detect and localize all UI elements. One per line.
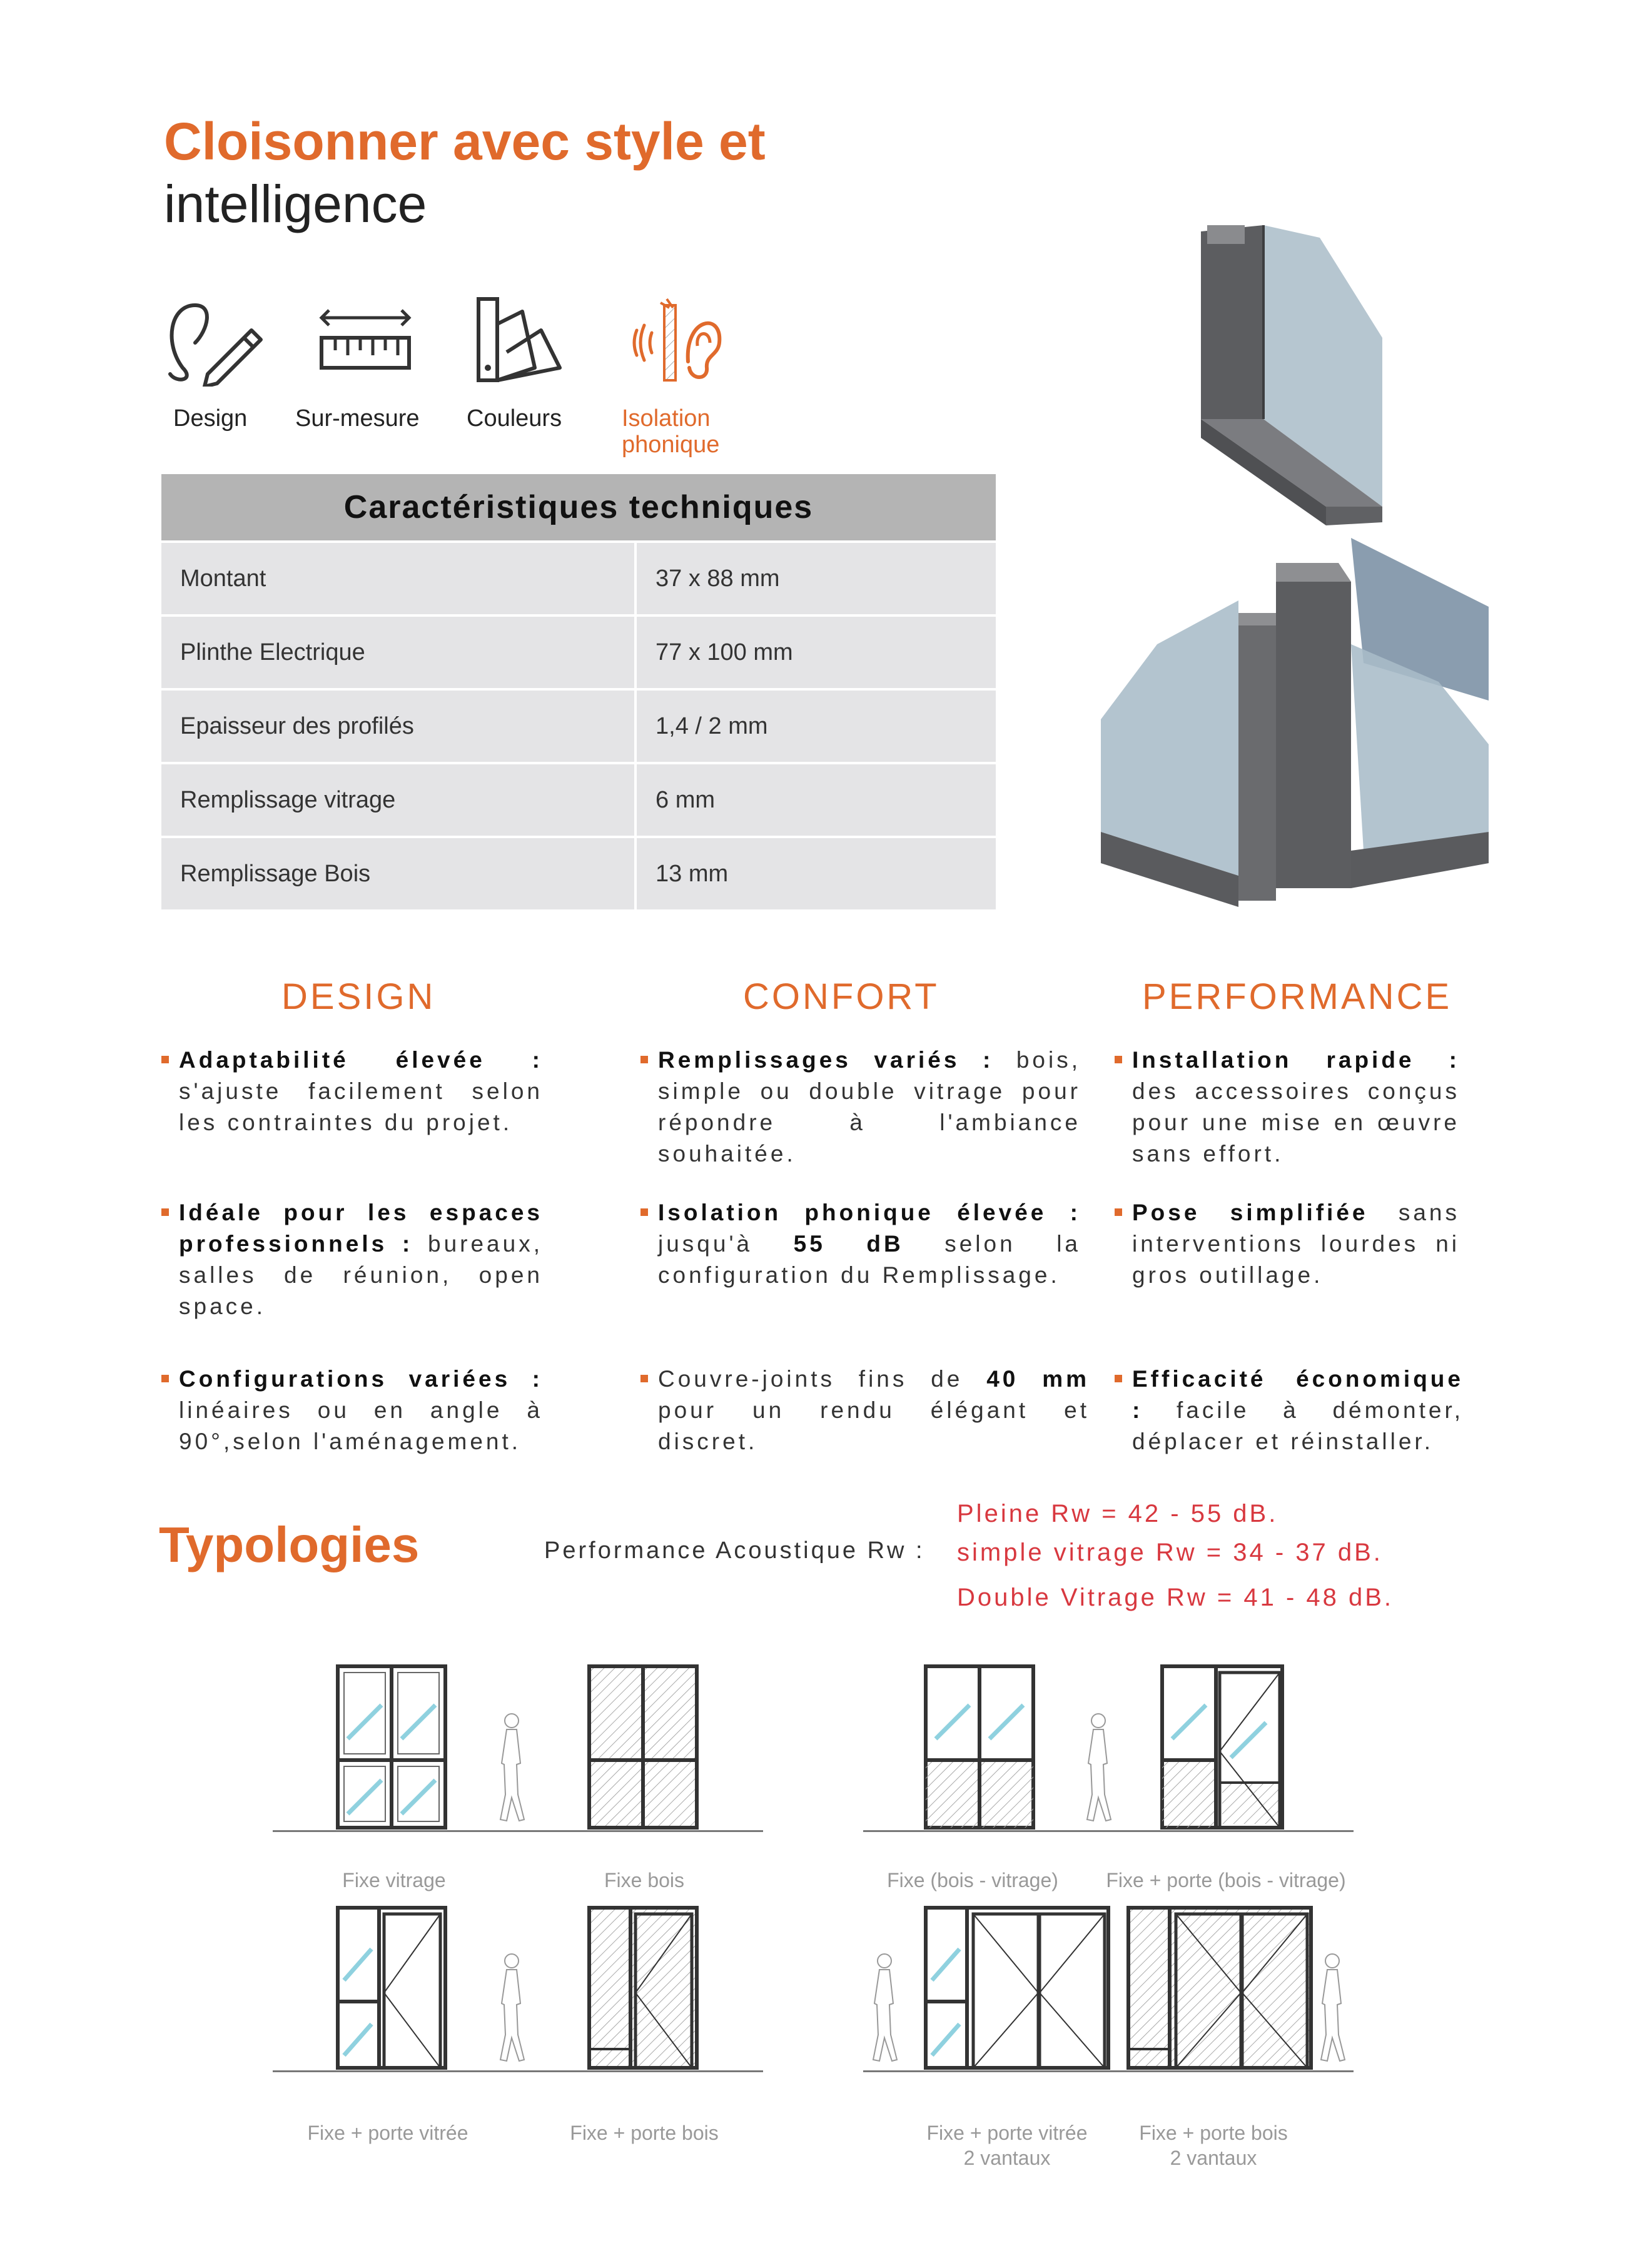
drawing-fixe-bois-vitrage — [923, 1664, 1036, 1830]
caption-line: 2 vantaux — [963, 2147, 1051, 2169]
ear-sound-icon — [625, 293, 726, 387]
feature-label-isolation-line2: phonique — [622, 432, 720, 458]
table-row — [161, 764, 996, 836]
bullet-text: Couvre-joints fins de — [658, 1366, 987, 1392]
table-row — [161, 543, 996, 614]
caption-line: Fixe + porte vitrée — [926, 2122, 1088, 2144]
person-silhouette — [493, 1950, 530, 2069]
spec-label: Epaisseur des profilés — [161, 691, 634, 762]
drawing-fixe-porte-bois-vitrage — [1160, 1664, 1285, 1830]
acoustic-value-pleine: Pleine Rw = 42 - 55 dB. — [957, 1500, 1278, 1527]
bullet-bold: Efficacité économique : — [1132, 1366, 1464, 1423]
acoustic-value-double: Double Vitrage Rw = 41 - 48 dB. — [957, 1584, 1394, 1611]
caption-line: 2 vantaux — [1170, 2147, 1257, 2169]
caption-fixe-porte-vitree: Fixe + porte vitrée — [307, 2122, 468, 2144]
person-silhouette — [1314, 1950, 1351, 2069]
page-subtitle: intelligence — [164, 175, 427, 233]
drawing-fixe-porte-vitree — [335, 1905, 448, 2070]
table-row — [161, 691, 996, 762]
typologies-title: Typologies — [159, 1517, 420, 1572]
bullet-text: des accessoires conçus pour une mise en œuvre sans effort. — [1132, 1078, 1460, 1167]
column-title-confort: CONFORT — [743, 976, 939, 1017]
bullet-bold: Configurations variées : — [179, 1366, 543, 1392]
list-item — [179, 1045, 543, 1138]
bullet-bold: Idéale pour les espaces professionnels : — [179, 1200, 543, 1257]
acoustic-label: Performance Acoustique Rw : — [544, 1537, 925, 1564]
drawing-fixe-porte-bois — [587, 1905, 699, 2070]
acoustic-value-simple: simple vitrage Rw = 34 - 37 dB. — [957, 1539, 1383, 1566]
drawing-fixe-porte-bois-2-vantaux — [1126, 1905, 1314, 2070]
bullet-text: bureaux, salles de réunion, open space. — [179, 1231, 543, 1319]
feature-label-design: Design — [173, 405, 248, 432]
feature-label-sur-mesure: Sur-mesure — [295, 405, 420, 432]
spec-label: Montant — [161, 543, 634, 614]
bullet-text: bois, simple ou double vitrage pour répondre à l'ambiance souhaitée. — [658, 1047, 1081, 1167]
bullet-text: facile à démonter, déplacer et réinstaller. — [1132, 1397, 1464, 1454]
caption-fixe-bois-vitrage: Fixe (bois - vitrage) — [887, 1869, 1058, 1891]
bullet-bold: Pose simplifiée — [1132, 1200, 1369, 1225]
bullet-bold: Adaptabilité élevée : — [179, 1047, 543, 1073]
pen-curve-icon — [164, 293, 264, 387]
list-item — [179, 1364, 543, 1457]
list-item — [658, 1197, 1081, 1291]
spec-value: 77 x 100 mm — [637, 617, 996, 688]
column-title-design: DESIGN — [281, 976, 436, 1017]
drawing-fixe-vitrage — [335, 1664, 448, 1830]
caption-fixe-porte-vitree-2 — [913, 2120, 1101, 2170]
table-row — [161, 838, 996, 909]
caption-fixe-bois: Fixe bois — [604, 1869, 685, 1891]
feature-label-couleurs: Couleurs — [467, 405, 562, 432]
profile-render-single — [1176, 213, 1414, 525]
ground-line — [863, 1830, 1354, 1832]
feature-label-isolation — [622, 405, 719, 458]
person-silhouette — [1080, 1710, 1117, 1829]
feature-label-isolation-line1: Isolation — [622, 405, 711, 432]
ground-line — [273, 2070, 763, 2072]
drawing-fixe-bois — [587, 1664, 699, 1830]
bullet-bold: Remplissages variés : — [658, 1047, 994, 1073]
spec-label: Plinthe Electrique — [161, 617, 634, 688]
column-title-performance: PERFORMANCE — [1142, 976, 1452, 1017]
caption-fixe-porte-bois: Fixe + porte bois — [570, 2122, 719, 2144]
drawing-fixe-porte-vitree-2-vantaux — [923, 1905, 1111, 2070]
person-silhouette — [866, 1950, 903, 2069]
bullet-text: linéaires ou en angle à 90°,selon l'aménagement. — [179, 1397, 543, 1454]
spec-value: 6 mm — [637, 764, 996, 836]
color-swatch-icon — [472, 293, 572, 387]
specs-title: Caractéristiques techniques — [161, 474, 996, 540]
bullet-bold: 40 mm — [986, 1366, 1090, 1392]
caption-fixe-porte-bois-2 — [1120, 2120, 1307, 2170]
ground-line — [863, 2070, 1354, 2072]
bullet-text: jusqu'à — [658, 1231, 794, 1257]
ruler-icon — [315, 293, 415, 387]
caption-fixe-vitrage: Fixe vitrage — [342, 1869, 446, 1891]
spec-label: Remplissage vitrage — [161, 764, 634, 836]
profile-render-corner — [1088, 538, 1501, 913]
table-row — [161, 617, 996, 688]
list-item — [1132, 1045, 1460, 1170]
spec-value: 13 mm — [637, 838, 996, 909]
spec-label: Remplissage Bois — [161, 838, 634, 909]
bullet-bold: Isolation phonique élevée : — [658, 1200, 1081, 1225]
bullet-text: sans interventions lourdes ni gros outillage. — [1132, 1200, 1460, 1288]
bullet-bold: Installation rapide : — [1132, 1047, 1460, 1073]
list-item — [1132, 1364, 1464, 1457]
bullet-text: pour un rendu élégant et discret. — [658, 1397, 1090, 1454]
bullet-bold: 55 dB — [793, 1231, 904, 1257]
bullet-text: selon la configuration du Remplissage. — [658, 1231, 1081, 1288]
page-title: Cloisonner avec style et — [164, 112, 766, 171]
list-item — [658, 1045, 1081, 1170]
spec-value: 37 x 88 mm — [637, 543, 996, 614]
caption-line: Fixe + porte bois — [1139, 2122, 1288, 2144]
spec-value: 1,4 / 2 mm — [637, 691, 996, 762]
ground-line — [273, 1830, 763, 1832]
list-item — [179, 1197, 543, 1322]
list-item — [1132, 1197, 1460, 1291]
caption-fixe-porte-bois-vitrage: Fixe + porte (bois - vitrage) — [1106, 1869, 1346, 1891]
bullet-text: s'ajuste facilement selon les contraintes du projet. — [179, 1078, 543, 1135]
specs-table — [161, 474, 996, 909]
list-item — [658, 1364, 1090, 1457]
person-silhouette — [493, 1710, 530, 1829]
